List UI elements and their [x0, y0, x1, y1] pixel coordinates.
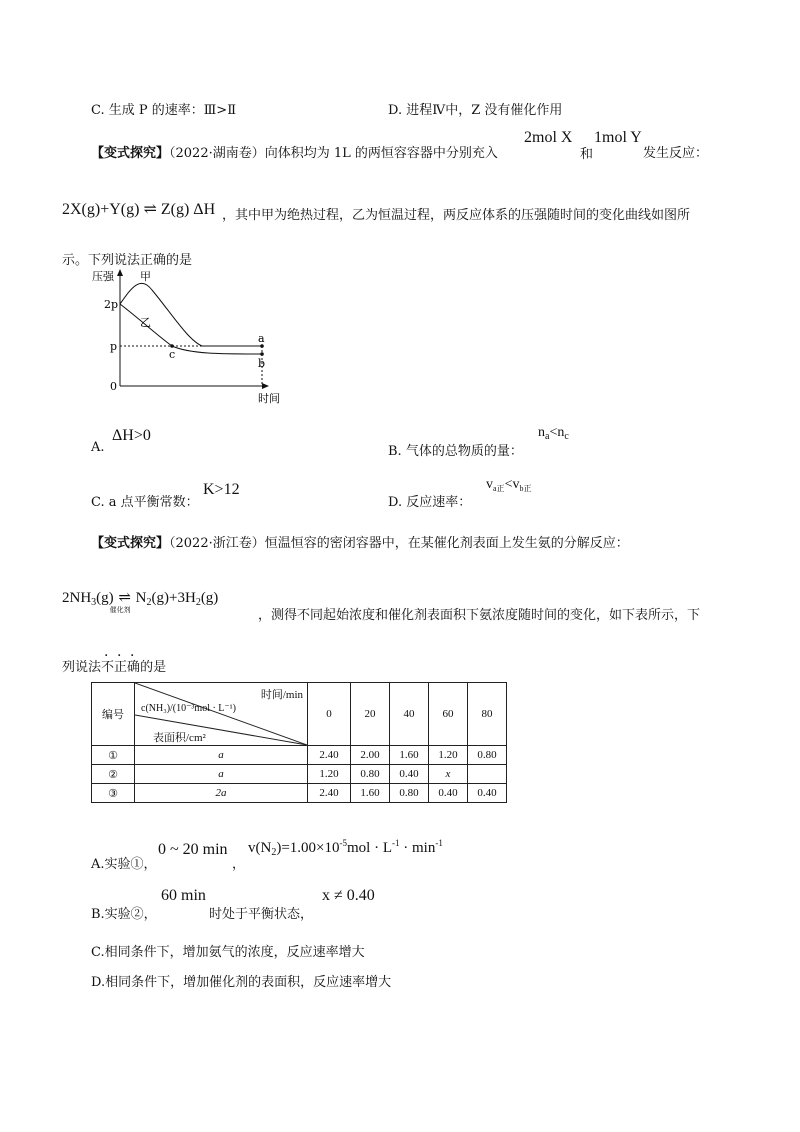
- option-d: D. 进程Ⅳ中，Z 没有催化作用: [388, 103, 563, 118]
- q3-option-b-math: x ≠ 0.40: [322, 887, 375, 904]
- label-c: c: [169, 348, 176, 361]
- q2-option-d-label: D. 反应速率：: [388, 495, 472, 510]
- pressure-time-graph: [90, 266, 290, 406]
- origin: 0: [110, 380, 117, 393]
- tick-p: p: [110, 340, 118, 353]
- cell: 2.00: [351, 746, 390, 765]
- cell: 2.40: [308, 746, 351, 765]
- q3-option-a-math: $v(N_2)=1.00\times 10^{-5}mol \cdot L^{-1} \cdot \min^{-1}$: [248, 838, 443, 858]
- q2-equation: 2X(g)+Y(g) ⇌ Z(g) ΔH: [62, 201, 216, 218]
- time-40: 40: [390, 683, 429, 746]
- header-num: 编号: [92, 683, 135, 746]
- q2-amount-x: 2mol X: [524, 129, 573, 146]
- time-0: 0: [308, 683, 351, 746]
- cell: 0.80: [390, 784, 429, 803]
- cell: 0.40: [468, 784, 507, 803]
- ylabel: 压强: [92, 270, 114, 283]
- q2-intro: [91, 142, 498, 161]
- label-yi: 乙: [140, 316, 151, 329]
- label-jia: 甲: [140, 270, 151, 283]
- q3-option-b-label: B.实验②，: [91, 907, 157, 922]
- q2-source: （2022·湖南卷）向体积均为 1L 的两恒容容器中分别充入: [169, 146, 498, 161]
- q3-desc: ，测得不同起始浓度和催化剂表面积下氨浓度随时间的变化，如下表所示，下: [258, 608, 701, 623]
- point-b-dot: [260, 352, 264, 356]
- header-conc: c(NH₃)/(10⁻³mol · L⁻¹): [141, 703, 237, 714]
- table-row: [92, 765, 507, 784]
- row-id: ③: [92, 784, 135, 803]
- cell: 1.20: [308, 765, 351, 784]
- cell: [468, 765, 507, 784]
- q3-option-a-label: A.实验①，: [91, 857, 157, 872]
- q3-option-c: C.相同条件下，增加氨气的浓度，反应速率增大: [91, 945, 365, 960]
- time-60: 60: [429, 683, 468, 746]
- cell: 1.60: [351, 784, 390, 803]
- row-area: 2a: [135, 784, 308, 803]
- q3-option-a-range: 0 ~ 20 min: [158, 841, 228, 858]
- q2-desc: ，其中甲为绝热过程，乙为恒温过程，两反应体系的压强随时间的变化曲线如图所: [222, 208, 691, 223]
- header-area: 表面积/cm²: [153, 732, 206, 744]
- cell: 1.20: [429, 746, 468, 765]
- table-row: [92, 746, 507, 765]
- q3-source: （2022·浙江卷）恒温恒容的密闭容器中，在某催化剂表面上发生氨的分解反应：: [169, 536, 629, 551]
- cell: 0.40: [390, 765, 429, 784]
- header-time: 时间/min: [260, 689, 303, 701]
- label-a: a: [258, 332, 265, 345]
- q3-equation: $2NH_3(g)$ ⇌ 催化剂 $N_2(g)+3H_2(g)$: [62, 590, 219, 614]
- axes: [117, 269, 269, 389]
- q3-tag: 【变式探究】: [91, 536, 170, 551]
- cell: 0.80: [351, 765, 390, 784]
- table-header: [92, 683, 507, 746]
- curve-jia: [120, 283, 262, 346]
- ammonia-table: [91, 682, 507, 803]
- cell: 0.80: [468, 746, 507, 765]
- row-area: a: [135, 765, 308, 784]
- time-20: 20: [351, 683, 390, 746]
- cell: 0.40: [429, 784, 468, 803]
- header-diagonal: [135, 683, 308, 746]
- cell: 1.60: [390, 746, 429, 765]
- q2-desc2: 示。下列说法正确的是: [62, 253, 193, 268]
- row-area: a: [135, 746, 308, 765]
- q3-option-b-time: 60 min: [161, 887, 206, 904]
- q2-option-a-label: A.: [91, 440, 105, 455]
- row-id: ①: [92, 746, 135, 765]
- option-c: C. 生成 P 的速率：Ⅲ>Ⅱ: [91, 103, 237, 118]
- table-row: [92, 784, 507, 803]
- q2-option-a-math: ΔH>0: [112, 427, 151, 444]
- q2-option-b-label: B. 气体的总物质的量：: [388, 444, 523, 459]
- cell: x: [429, 765, 468, 784]
- q2-option-c-math: K>12: [203, 481, 240, 498]
- xlabel: 时间: [258, 392, 280, 405]
- q2-option-b-math: $n_a<n_c$: [538, 425, 569, 442]
- tick-2p: 2p: [104, 298, 119, 311]
- label-b: b: [258, 357, 266, 370]
- q3-intro: [91, 532, 629, 551]
- q2-option-d-math: $v_{a正}<v_{b正}$: [486, 477, 532, 493]
- time-80: 80: [468, 683, 507, 746]
- q3-desc2: 列说法不正确的是: [62, 660, 167, 675]
- q2-option-c-label: C. a 点平衡常数：: [91, 495, 199, 510]
- q2-react: 发生反应：: [643, 146, 709, 161]
- q2-and: 和: [580, 147, 594, 162]
- q3-option-a-comma: ，: [232, 857, 246, 872]
- q2-tag: 【变式探究】: [91, 146, 170, 161]
- q3-option-d: D.相同条件下，增加催化剂的表面积，反应速率增大: [91, 975, 392, 990]
- q2-amount-y: 1mol Y: [594, 129, 642, 146]
- cell: 2.40: [308, 784, 351, 803]
- q3-option-b-mid: 时处于平衡状态，: [209, 907, 314, 922]
- row-id: ②: [92, 765, 135, 784]
